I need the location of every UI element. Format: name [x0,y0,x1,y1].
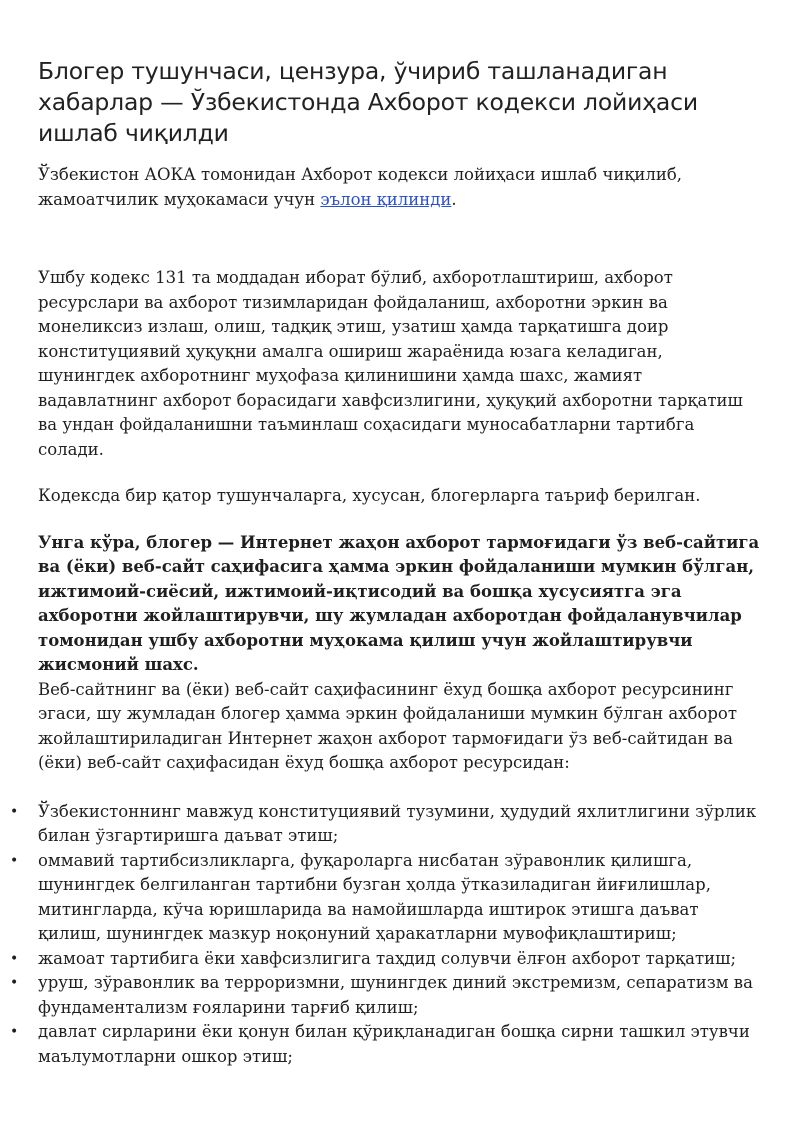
list-item-text: Ўзбекистоннинг мавжуд конституциявий тузумини, ҳудудий яхлитлигини зўрлик билан ўзгартиришга даъват этиш; [38,801,757,845]
list-item [10,849,760,947]
list-item [10,1020,760,1069]
bullet-icon: • [10,975,19,991]
list-item-text: оммавий тартибсизликларга, фуқароларга нисбатан зўравонлик қилишга, шунингдек белгиланган тартибни бузган ҳолда ўтказиладиган йиғилишлар, митингларда, кўча юришларида ва намойишларда иштирок этишга даъват қилиш, шунингдек мазкур ноқонуний ҳаракатларни мувофиқлаштириш; [38,850,711,943]
list-item-text: жамоат тартибига ёки хавфсизлигига таҳдид солувчи ёлғон ахборот тарқатиш; [38,948,737,968]
list-item-text: давлат сирларини ёки қонун билан қўриқланадиган бошқа сирни ташкил этувчи маълумотларни ошкор этиш; [38,1022,750,1066]
bullet-icon: • [10,852,19,869]
paragraph-blogger-definition: Унга кўра, блогер — Интернет жаҳон ахборот тармоғидаги ўз веб-сайтига ва (ёки) веб-сайт саҳифасига ҳамма эркин фойдаланиши мумкин бўлган, ижтимоий-сиёсий, ижтимоий-иқтисодий ва бошқа хусусиятга эга ахборотни жойлаштирувчи, шу жумладан ахборотдан фойдаланувчилар томонидан ушбу ахборотни муҳокама қилиш учун жойлаштирувчи жисмоний шахс. [38,532,760,674]
prohibited-list [10,800,760,1070]
lead-text: Ўзбекистон АОКА томонидан Ахборот кодекси лойиҳаси ишлаб чиқилиб, жамоатчилик муҳокамаси учун [38,165,683,209]
list-item [10,971,760,1020]
list-item [10,800,760,849]
bullet-icon: • [10,950,19,967]
article-lead [38,163,760,212]
paragraph-owner-obligations: Веб-сайтнинг ва (ёки) веб-сайт саҳифасининг ёхуд бошқа ахборот ресурсининг эгаси, шу жумладан блогер ҳамма эркин фойдаланиши мумкин бўлган ахборот жойлаштириладиган Интернет жаҳон ахборот тармоғидаги ўз веб-сайтидан ва (ёки) веб-сайт саҳифасидан ёхуд бошқа ахборот ресурсидан: [38,679,737,772]
article-title: Блогер тушунчаси, цензура, ўчириб ташланадиган хабарлар — Ўзбекистонда Ахборот кодекси лойиҳаси ишлаб чиқилди [38,57,698,147]
list-item-text: уруш, зўравонлик ва терроризмни, шунингдек диний экстремизм, сепаратизм ва фундаментализм ғояларини тарғиб қилиш; [38,973,753,1017]
paragraph-definitions: Кодексда бир қатор тушунчаларга, хусусан, блогерларга таъриф берилган. [38,486,701,505]
bullet-icon: • [10,803,19,820]
lead-end: . [451,189,457,209]
list-item [10,947,760,972]
paragraph-code-scope: Ушбу кодекс 131 та моддадан иборат бўлиб, ахборотлаштириш, ахборот ресурслари ва ахборот тизимларидан фойдаланиш, ахборотни эркин ва монеликсиз излаш, олиш, тадқиқ этиш, узатиш ҳамда тарқатишга доир конституциявий ҳуқуқни амалга ошириш жараёнида юзага келадиган, шунингдек ахборотнинг муҳофаза қилинишини ҳамда шахс, жамият вадавлатнинг ахборот борасидаги хавфсизлигини, ҳуқуқий ахборотни тарқатиш ва ундан фойдаланишни таъминлаш соҳасидаги муносабатларни тартибга солади. [38,268,743,459]
bullet-icon: • [10,1024,19,1040]
announcement-link[interactable]: эълон қилинди [320,189,452,209]
